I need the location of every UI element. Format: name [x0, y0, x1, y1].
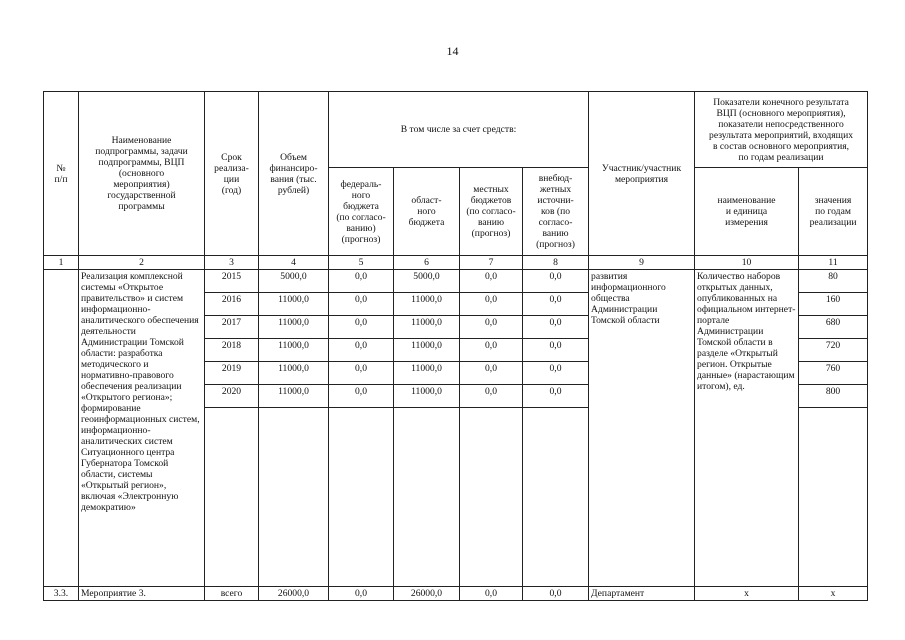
column-number: 3	[205, 256, 259, 270]
total-cell: 11000,0	[259, 362, 329, 385]
year-cell: 2016	[205, 293, 259, 316]
header-num: № п/п	[44, 92, 79, 256]
spacer-cell	[523, 408, 589, 587]
header-indicator-name: наименование и единица измерения	[695, 168, 799, 256]
column-number: 8	[523, 256, 589, 270]
federal-cell: 0,0	[329, 270, 394, 293]
spacer-cell	[460, 408, 523, 587]
column-number: 10	[695, 256, 799, 270]
column-numbers-row	[44, 256, 868, 270]
column-number: 6	[394, 256, 460, 270]
extra-cell: 0,0	[523, 385, 589, 408]
table-row	[44, 270, 868, 293]
local-cell: 0,0	[460, 362, 523, 385]
header-participant: Участник/участник мероприятия	[589, 92, 695, 256]
header-extra: внебюд- жетных источни- ков (по согласо- ванию (прогноз)	[523, 168, 589, 256]
extra-cell: 0,0	[523, 270, 589, 293]
federal-cell: 0,0	[329, 385, 394, 408]
header-federal: федераль- ного бюджета (по согласо- ванию) (прогноз)	[329, 168, 394, 256]
federal-cell: 0,0	[329, 316, 394, 339]
spacer-cell	[394, 408, 460, 587]
participant-cell: развития информационного общества Администрации Томской области	[589, 270, 695, 587]
header-funding: Объем финансиро- вания (тыс. рублей)	[259, 92, 329, 256]
value-cell: 720	[799, 339, 868, 362]
column-number: 11	[799, 256, 868, 270]
value-cell: 160	[799, 293, 868, 316]
year-cell: 2015	[205, 270, 259, 293]
local-cell: 0,0	[460, 339, 523, 362]
local-cell: 0,0	[460, 587, 523, 601]
header-row-1	[44, 92, 868, 168]
program-table	[43, 91, 868, 601]
column-number: 9	[589, 256, 695, 270]
local-cell: 0,0	[460, 293, 523, 316]
total-cell: 11000,0	[259, 385, 329, 408]
local-cell: 0,0	[460, 316, 523, 339]
header-indicators-group: Показатели конечного результата ВЦП (основного мероприятия), показатели непосредственного результата мероприятий, входящих в состав основного мероприятия, по годам реализации	[695, 92, 868, 168]
total-cell: 26000,0	[259, 587, 329, 601]
period-cell: всего	[205, 587, 259, 601]
value-cell: 80	[799, 270, 868, 293]
table-row	[44, 587, 868, 601]
value-cell: 680	[799, 316, 868, 339]
regional-cell: 5000,0	[394, 270, 460, 293]
value-cell: 800	[799, 385, 868, 408]
extra-cell: 0,0	[523, 293, 589, 316]
column-number: 7	[460, 256, 523, 270]
extra-cell: 0,0	[523, 339, 589, 362]
value-cell: 760	[799, 362, 868, 385]
spacer-cell	[329, 408, 394, 587]
column-number: 1	[44, 256, 79, 270]
regional-cell: 11000,0	[394, 293, 460, 316]
federal-cell: 0,0	[329, 587, 394, 601]
participant-cell: Департамент	[589, 587, 695, 601]
row-number: 3.3.	[44, 587, 79, 601]
measure-name: Реализация комплексной системы «Открытое правительство» и систем информационно-аналитического обеспечения деятельности Администрации Томской области: разработка методического и нормативно-правового обеспечения реализации «Открытого региона»; формирование геоинформационных систем, информационно-аналитических систем Ситуационного центра Губернатора Томской области, системы «Открытый регион», включая «Электронную демократию»	[79, 270, 205, 587]
total-cell: 5000,0	[259, 270, 329, 293]
header-regional: област- ного бюджета	[394, 168, 460, 256]
year-cell: 2018	[205, 339, 259, 362]
header-local: местных бюджетов (по согласо- ванию (прогноз)	[460, 168, 523, 256]
measure-name: Мероприятие 3.	[79, 587, 205, 601]
value-cell: х	[799, 587, 868, 601]
extra-cell: 0,0	[523, 587, 589, 601]
regional-cell: 11000,0	[394, 339, 460, 362]
header-period: Срок реализа- ции (год)	[205, 92, 259, 256]
federal-cell: 0,0	[329, 339, 394, 362]
total-cell: 11000,0	[259, 316, 329, 339]
year-cell: 2020	[205, 385, 259, 408]
column-number: 4	[259, 256, 329, 270]
regional-cell: 11000,0	[394, 385, 460, 408]
total-cell: 11000,0	[259, 339, 329, 362]
column-number: 2	[79, 256, 205, 270]
federal-cell: 0,0	[329, 362, 394, 385]
extra-cell: 0,0	[523, 362, 589, 385]
column-number: 5	[329, 256, 394, 270]
year-cell: 2017	[205, 316, 259, 339]
spacer-cell	[799, 408, 868, 587]
regional-cell: 11000,0	[394, 316, 460, 339]
spacer-cell	[259, 408, 329, 587]
header-indicator-value: значения по годам реализации	[799, 168, 868, 256]
regional-cell: 26000,0	[394, 587, 460, 601]
local-cell: 0,0	[460, 270, 523, 293]
row-number	[44, 270, 79, 587]
header-name: Наименование подпрограммы, задачи подпрограммы, ВЦП (основного мероприятия) государственной программы	[79, 92, 205, 256]
extra-cell: 0,0	[523, 316, 589, 339]
header-funds-group: В том числе за счет средств:	[329, 92, 589, 168]
indicator-cell: Количество наборов открытых данных, опубликованных на официальном интернет-портале Администрации Томской области в разделе «Открытый регион. Открытые данные» (нарастающим итогом), ед.	[695, 270, 799, 587]
federal-cell: 0,0	[329, 293, 394, 316]
total-cell: 11000,0	[259, 293, 329, 316]
year-cell: 2019	[205, 362, 259, 385]
indicator-cell: х	[695, 587, 799, 601]
regional-cell: 11000,0	[394, 362, 460, 385]
local-cell: 0,0	[460, 385, 523, 408]
spacer-cell	[205, 408, 259, 587]
page-number: 14	[446, 44, 459, 58]
